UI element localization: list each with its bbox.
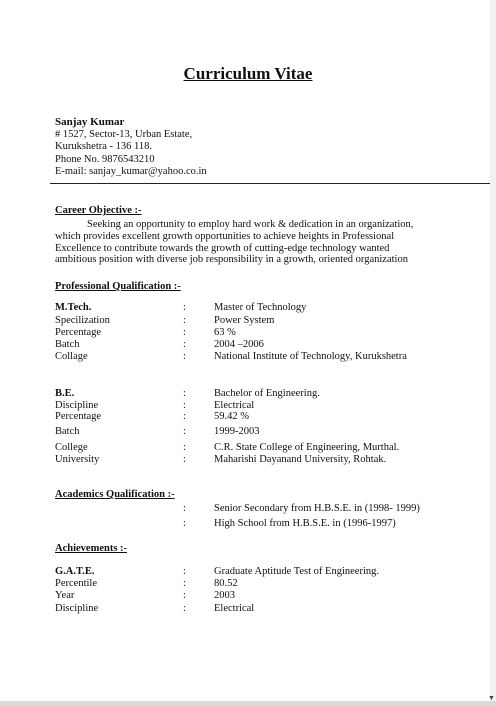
row-separator: :	[183, 578, 186, 589]
row-label: College	[55, 442, 88, 453]
row-separator: :	[183, 518, 186, 529]
academics-qualification-heading: Academics Qualification :-	[55, 489, 175, 500]
achievements-heading: Achievements :-	[55, 543, 128, 554]
qualification-row	[55, 411, 485, 423]
horizontal-scrollbar[interactable]	[0, 701, 496, 706]
row-value: C.R. State College of Engineering, Murthal.	[214, 442, 400, 453]
career-line: Seeking an opportunity to employ hard work & dedication in an organization,	[87, 219, 414, 230]
career-objective-heading: Career Objective :-	[55, 205, 142, 216]
row-separator: :	[183, 302, 186, 313]
row-separator: :	[183, 315, 186, 326]
candidate-name: Sanjay Kumar	[55, 116, 125, 128]
contact-block	[55, 116, 207, 179]
achievement-row	[55, 578, 485, 590]
row-label: Collage	[55, 351, 88, 362]
row-value: 2004 –2006	[214, 339, 264, 350]
row-label: Year	[55, 590, 75, 601]
document-title: Curriculum Vitae	[183, 64, 313, 83]
row-value: Electrical	[214, 603, 255, 614]
row-separator: :	[183, 442, 186, 453]
row-separator: :	[183, 327, 186, 338]
row-value: 80.52	[214, 578, 238, 589]
row-label: Discipline	[55, 603, 99, 614]
row-value: 1999-2003	[214, 426, 260, 437]
career-line: which provides excellent growth opportunities to achieve heights in Professional	[55, 230, 395, 242]
row-value: Electrical	[214, 400, 255, 411]
qualification-row	[55, 454, 485, 466]
row-separator: :	[183, 503, 186, 514]
row-separator: :	[183, 339, 186, 350]
qualification-row	[55, 327, 485, 339]
page-edge-shadow	[490, 0, 496, 706]
row-separator: :	[183, 566, 186, 577]
row-label: Batch	[55, 339, 80, 350]
qualification-row	[55, 315, 485, 327]
qualification-row	[55, 442, 485, 454]
row-label: Percentage	[55, 327, 102, 338]
row-label: B.E.	[55, 388, 75, 399]
row-value: 59.42 %	[214, 411, 249, 422]
row-value: National Institute of Technology, Kurukshetra	[214, 351, 407, 362]
row-value: Maharishi Dayanand University, Rohtak.	[214, 454, 387, 465]
scroll-down-icon[interactable]: ▼	[488, 694, 495, 702]
row-separator: :	[183, 454, 186, 465]
row-separator: :	[183, 388, 186, 399]
row-value: 2003	[214, 590, 235, 601]
career-line: Excellence to contribute towards the growth of cutting-edge technology wanted	[55, 242, 390, 254]
row-label: M.Tech.	[55, 302, 92, 313]
qualification-row	[55, 351, 485, 363]
row-value: 63 %	[214, 327, 236, 338]
qualification-row	[55, 339, 485, 351]
row-label: Discipline	[55, 400, 99, 411]
row-value: Senior Secondary from H.B.S.E. in (1998- 1999)	[214, 503, 420, 514]
row-label: Percentile	[55, 578, 97, 589]
row-label: Batch	[55, 426, 80, 437]
row-label: University	[55, 454, 100, 465]
row-value: Master of Technology	[214, 302, 307, 313]
row-value: Bachelor of Engineering.	[214, 388, 320, 399]
academic-row	[55, 503, 485, 515]
qualification-row	[55, 426, 485, 438]
phone-number: Phone No. 9876543210	[55, 153, 155, 165]
row-separator: :	[183, 590, 186, 601]
header-divider	[50, 183, 491, 184]
qualification-row	[55, 388, 485, 400]
achievement-row	[55, 603, 485, 615]
achievement-row	[55, 590, 485, 602]
row-label: Percentage	[55, 411, 102, 422]
address-line-1: # 1527, Sector-13, Urban Estate,	[55, 128, 193, 140]
professional-qualification-heading: Professional Qualification :-	[55, 281, 181, 292]
row-separator: :	[183, 411, 186, 422]
qualification-row	[55, 302, 485, 314]
row-value: Power System	[214, 315, 275, 326]
career-objective-text	[55, 219, 439, 266]
row-label: Specilization	[55, 315, 110, 326]
academic-row	[55, 518, 485, 530]
row-separator: :	[183, 426, 186, 437]
row-separator: :	[183, 351, 186, 362]
row-label: G.A.T.E.	[55, 566, 95, 577]
row-value: High School from H.B.S.E. in (1996-1997)	[214, 518, 396, 529]
row-separator: :	[183, 603, 186, 614]
email-address: E-mail: sanjay_kumar@yahoo.co.in	[55, 166, 207, 178]
address-line-2: Kurukshetra - 136 118.	[55, 141, 153, 153]
career-line: ambitious position with diverse job responsibility in a growth, oriented organization	[55, 254, 408, 266]
row-value: Graduate Aptitude Test of Engineering.	[214, 566, 379, 577]
row-separator: :	[183, 400, 186, 411]
achievement-row	[55, 566, 485, 578]
